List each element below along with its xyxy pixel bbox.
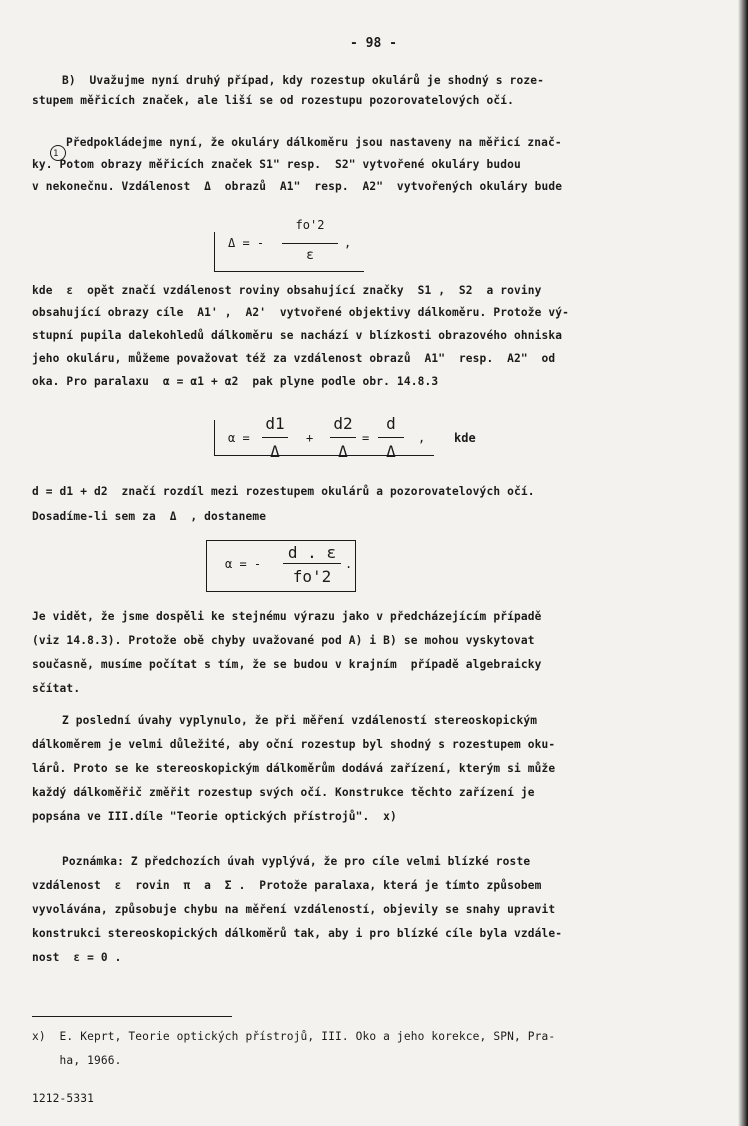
text-line: ky. Potom obrazy měřicích značek S1" resp. S2" vytvořené okuláry budou	[32, 158, 521, 171]
text-line: stupem měřicích značek, ale liší se od rozestupu pozorovatelových očí.	[32, 94, 514, 107]
text-line: lárů. Proto se ke stereoskopickým dálkoměrům dodává zařízení, kterým si může	[32, 762, 556, 775]
eq3-tail: .	[345, 557, 353, 571]
eq1-numerator: fo'2	[295, 218, 325, 232]
note-line: konstrukci stereoskopických dálkoměrů tak, aby i pro blízké cíle byla vzdále-	[32, 927, 563, 940]
eq2-den-2: Δ	[338, 442, 348, 461]
text-line: (viz 14.8.3). Protože obě chyby uvažované pod A) i B) se mohou vyskytovat	[32, 634, 535, 647]
text-line: v nekonečnu. Vzdálenost Δ obrazů A1" resp. A2" vytvořených okuláry bude	[32, 180, 563, 193]
document-code: 1212-5331	[32, 1092, 94, 1105]
eq2-num-2: d2	[333, 414, 353, 433]
text-line: Je vidět, že jsme dospěli ke stejnému výrazu jako v předcházejícím případě	[32, 610, 542, 623]
equation-box	[206, 540, 356, 592]
note-line: vyvolávána, způsobuje chybu na měření vzdáleností, objevily se snahy upravit	[32, 903, 556, 916]
eq1-denominator: ε	[306, 248, 314, 263]
note-line: vzdálenost ε rovin π a Σ . Protože paralaxa, která je tímto způsobem	[32, 879, 542, 892]
note-line: Poznámka: Z předchozích úvah vyplývá, že pro cíle velmi blízké roste	[62, 855, 531, 868]
text-line: sčítat.	[32, 682, 81, 695]
text-line: kde ε opět značí vzdálenost roviny obsahující značky S1 , S2 a roviny	[32, 284, 542, 297]
eq2-num-3: d	[386, 414, 396, 433]
eq2-num-1: d1	[265, 414, 285, 433]
text-line: každý dálkoměřič změřit rozestup svých očí. Konstrukce těchto zařízení je	[32, 786, 535, 799]
text-line: Z poslední úvahy vyplynulo, že při měření vzdáleností stereoskopickým	[62, 714, 538, 727]
eq3-lhs: α = -	[225, 557, 262, 571]
eq2-lhs: α =	[228, 431, 250, 445]
text-line: dálkoměrem je velmi důležité, aby oční rozestup byl shodný s rozestupem oku-	[32, 738, 556, 751]
eq2-plus: +	[306, 431, 314, 445]
margin-mark: 1	[53, 149, 59, 159]
eq2-den-1: Δ	[270, 442, 280, 461]
text-line: obsahující obrazy cíle A1' , A2' vytvořené objektivy dálkoměru. Protože vý-	[32, 306, 570, 319]
eq2-kde: kde	[454, 431, 476, 445]
scan-edge-shadow	[738, 0, 748, 1126]
text-line: jeho okuláru, můžeme považovat též za vzdálenost obrazů A1" resp. A2" od	[32, 352, 556, 365]
text-line: popsána ve III.díle "Teorie optických přístrojů". x)	[32, 810, 397, 823]
text-line: stupní pupila dalekohledů dálkoměru se nachází v blízkosti obrazového ohniska	[32, 329, 563, 342]
text-line: d = d1 + d2 značí rozdíl mezi rozestupem okulárů a pozorovatelových očí.	[32, 485, 535, 498]
text-line: oka. Pro paralaxu α = α1 + α2 pak plyne podle obr. 14.8.3	[32, 375, 439, 388]
eq2-equals: =	[362, 431, 370, 445]
eq3-numerator: d . ε	[287, 543, 337, 562]
eq2-tail: ,	[418, 431, 426, 445]
eq1-lhs: Δ = -	[228, 236, 265, 250]
eq1-tail: ,	[344, 236, 352, 250]
footnote-line: ha, 1966.	[32, 1054, 122, 1067]
text-line: současně, musíme počítat s tím, že se budou v krajním případě algebraicky	[32, 658, 542, 671]
text-line: Předpokládejme nyní, že okuláry dálkoměru jsou nastaveny na měřicí znač-	[66, 136, 562, 149]
page-number: - 98 -	[350, 36, 397, 51]
eq3-denominator: fo'2	[292, 567, 332, 586]
text-line: B) Uvažujme nyní druhý případ, kdy rozestup okulárů je shodný s roze-	[62, 74, 544, 87]
note-line: nost ε = 0 .	[32, 951, 122, 964]
eq2-den-3: Δ	[386, 442, 396, 461]
text-line: Dosadíme-li sem za Δ , dostaneme	[32, 510, 267, 523]
footnote-line: x) E. Keprt, Teorie optických přístrojů, III. Oko a jeho korekce, SPN, Pra-	[32, 1030, 556, 1043]
footnote-rule	[32, 1016, 232, 1017]
